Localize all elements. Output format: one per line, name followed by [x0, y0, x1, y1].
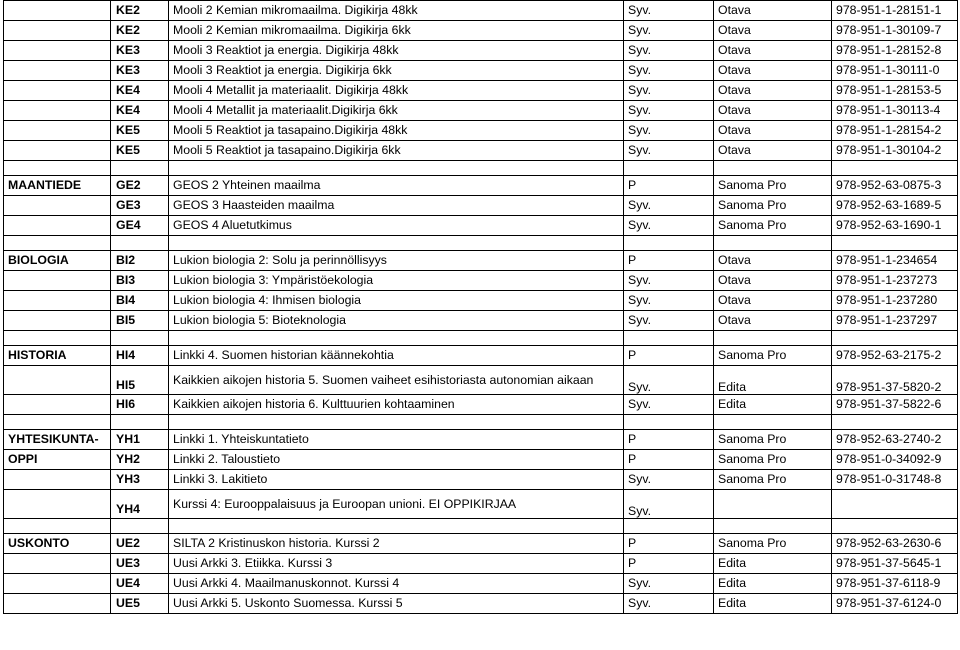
course-code-cell: YH2 — [111, 450, 169, 470]
table-row — [4, 450, 958, 470]
empty-cell — [169, 519, 624, 534]
course-code-cell: HI5 — [111, 366, 169, 395]
status-cell: Syv. — [624, 271, 714, 291]
book-title-cell: GEOS 4 Aluetutkimus — [169, 216, 624, 236]
table-row — [4, 594, 958, 614]
book-title-cell: Linkki 4. Suomen historian käännekohtia — [169, 346, 624, 366]
course-code-cell: BI2 — [111, 251, 169, 271]
publisher-cell: Otava — [714, 141, 832, 161]
course-code-cell: BI5 — [111, 311, 169, 331]
course-code-cell: UE4 — [111, 574, 169, 594]
status-cell: P — [624, 176, 714, 196]
table-row — [4, 141, 958, 161]
isbn-cell: 978-951-1-28153-5 — [832, 81, 958, 101]
publisher-cell: Otava — [714, 21, 832, 41]
publisher-cell: Edita — [714, 594, 832, 614]
publisher-cell: Otava — [714, 291, 832, 311]
table-row — [4, 366, 958, 395]
status-cell: Syv. — [624, 81, 714, 101]
publisher-cell: Otava — [714, 1, 832, 21]
subject-cell — [4, 311, 111, 331]
status-cell: Syv. — [624, 574, 714, 594]
publisher-cell: Otava — [714, 101, 832, 121]
empty-cell — [169, 236, 624, 251]
table-row — [4, 395, 958, 415]
course-code-cell: KE4 — [111, 101, 169, 121]
course-code-cell: BI4 — [111, 291, 169, 311]
book-title-cell: Lukion biologia 3: Ympäristöekologia — [169, 271, 624, 291]
publisher-cell: Otava — [714, 251, 832, 271]
isbn-cell: 978-951-1-237280 — [832, 291, 958, 311]
subject-cell — [4, 61, 111, 81]
book-title-cell: Kaikkien aikojen historia 5. Suomen vaiheet esihistoriasta autonomian aikaan — [169, 366, 624, 395]
table-row — [4, 1, 958, 21]
empty-cell — [714, 415, 832, 430]
status-cell: P — [624, 450, 714, 470]
empty-cell — [4, 415, 111, 430]
subject-cell: MAANTIEDE — [4, 176, 111, 196]
course-code-cell: YH3 — [111, 470, 169, 490]
publisher-cell: Sanoma Pro — [714, 534, 832, 554]
empty-cell — [4, 236, 111, 251]
course-code-cell: KE2 — [111, 21, 169, 41]
table-row — [4, 21, 958, 41]
publisher-cell: Sanoma Pro — [714, 216, 832, 236]
book-title-cell: Mooli 3 Reaktiot ja energia. Digikirja 48kk — [169, 41, 624, 61]
publisher-cell: Otava — [714, 311, 832, 331]
empty-cell — [832, 519, 958, 534]
subject-cell — [4, 1, 111, 21]
empty-cell — [111, 415, 169, 430]
empty-cell — [111, 331, 169, 346]
subject-cell — [4, 101, 111, 121]
subject-cell — [4, 216, 111, 236]
empty-cell — [832, 331, 958, 346]
empty-cell — [832, 415, 958, 430]
subject-cell: USKONTO — [4, 534, 111, 554]
subject-cell — [4, 21, 111, 41]
table-row — [4, 216, 958, 236]
isbn-cell: 978-951-37-5645-1 — [832, 554, 958, 574]
book-title-cell: Kaikkien aikojen historia 6. Kulttuurien kohtaaminen — [169, 395, 624, 415]
status-cell: P — [624, 430, 714, 450]
subject-cell — [4, 291, 111, 311]
status-cell: Syv. — [624, 366, 714, 395]
empty-cell — [714, 161, 832, 176]
publisher-cell: Otava — [714, 81, 832, 101]
status-cell: Syv. — [624, 21, 714, 41]
status-cell: Syv. — [624, 395, 714, 415]
subject-cell: OPPI — [4, 450, 111, 470]
empty-cell — [111, 519, 169, 534]
subject-cell — [4, 395, 111, 415]
table-row — [4, 534, 958, 554]
table-row — [4, 121, 958, 141]
course-code-cell: KE5 — [111, 141, 169, 161]
subject-cell: HISTORIA — [4, 346, 111, 366]
book-title-cell: Mooli 4 Metallit ja materiaalit.Digikirja 6kk — [169, 101, 624, 121]
empty-cell — [169, 415, 624, 430]
spacer-row — [4, 331, 958, 346]
publisher-cell: Otava — [714, 61, 832, 81]
table-row — [4, 470, 958, 490]
table-row — [4, 81, 958, 101]
status-cell: P — [624, 554, 714, 574]
table-row — [4, 101, 958, 121]
table-row — [4, 271, 958, 291]
table-row — [4, 430, 958, 450]
empty-cell — [832, 236, 958, 251]
empty-cell — [624, 161, 714, 176]
publisher-cell: Sanoma Pro — [714, 450, 832, 470]
empty-cell — [832, 161, 958, 176]
isbn-cell: 978-951-0-34092-9 — [832, 450, 958, 470]
course-code-cell: YH4 — [111, 490, 169, 519]
book-title-cell: Mooli 2 Kemian mikromaailma. Digikirja 48kk — [169, 1, 624, 21]
empty-cell — [624, 415, 714, 430]
empty-cell — [624, 331, 714, 346]
table-row — [4, 346, 958, 366]
subject-cell: BIOLOGIA — [4, 251, 111, 271]
subject-cell — [4, 81, 111, 101]
empty-cell — [714, 519, 832, 534]
isbn-cell: 978-951-1-237297 — [832, 311, 958, 331]
course-code-cell: HI4 — [111, 346, 169, 366]
isbn-cell: 978-951-37-5822-6 — [832, 395, 958, 415]
subject-cell — [4, 490, 111, 519]
table-row — [4, 41, 958, 61]
subject-cell — [4, 141, 111, 161]
book-title-cell: SILTA 2 Kristinuskon historia. Kurssi 2 — [169, 534, 624, 554]
book-title-cell: GEOS 2 Yhteinen maailma — [169, 176, 624, 196]
isbn-cell: 978-951-1-30104-2 — [832, 141, 958, 161]
publisher-cell: Sanoma Pro — [714, 470, 832, 490]
course-code-cell: GE3 — [111, 196, 169, 216]
course-code-cell: KE2 — [111, 1, 169, 21]
subject-cell — [4, 366, 111, 395]
table-row — [4, 490, 958, 519]
book-title-cell: Lukion biologia 5: Bioteknologia — [169, 311, 624, 331]
publisher-cell — [714, 490, 832, 519]
status-cell: P — [624, 251, 714, 271]
course-code-cell: YH1 — [111, 430, 169, 450]
isbn-cell: 978-951-1-234654 — [832, 251, 958, 271]
book-title-cell: Mooli 5 Reaktiot ja tasapaino.Digikirja 48kk — [169, 121, 624, 141]
course-code-cell: GE4 — [111, 216, 169, 236]
textbook-table — [3, 0, 958, 614]
book-title-cell: Mooli 5 Reaktiot ja tasapaino.Digikirja 6kk — [169, 141, 624, 161]
isbn-cell: 978-951-37-6124-0 — [832, 594, 958, 614]
subject-cell — [4, 121, 111, 141]
isbn-cell: 978-952-63-0875-3 — [832, 176, 958, 196]
status-cell: Syv. — [624, 216, 714, 236]
status-cell: Syv. — [624, 101, 714, 121]
isbn-cell: 978-951-0-31748-8 — [832, 470, 958, 490]
course-code-cell: UE2 — [111, 534, 169, 554]
subject-cell: YHTESIKUNTA- — [4, 430, 111, 450]
publisher-cell: Sanoma Pro — [714, 196, 832, 216]
publisher-cell: Edita — [714, 554, 832, 574]
empty-cell — [4, 161, 111, 176]
book-title-cell: Uusi Arkki 5. Uskonto Suomessa. Kurssi 5 — [169, 594, 624, 614]
course-code-cell: UE5 — [111, 594, 169, 614]
empty-cell — [4, 519, 111, 534]
status-cell: Syv. — [624, 141, 714, 161]
book-title-cell: Kurssi 4: Eurooppalaisuus ja Euroopan unioni. EI OPPIKIRJAA — [169, 490, 624, 519]
table-row — [4, 291, 958, 311]
status-cell: Syv. — [624, 490, 714, 519]
book-title-cell: Lukion biologia 4: Ihmisen biologia — [169, 291, 624, 311]
textbook-table-body — [4, 1, 958, 614]
status-cell: Syv. — [624, 291, 714, 311]
course-code-cell: BI3 — [111, 271, 169, 291]
empty-cell — [624, 519, 714, 534]
book-title-cell: Mooli 2 Kemian mikromaailma. Digikirja 6kk — [169, 21, 624, 41]
status-cell: P — [624, 534, 714, 554]
empty-cell — [714, 331, 832, 346]
status-cell: Syv. — [624, 196, 714, 216]
status-cell: Syv. — [624, 594, 714, 614]
empty-cell — [111, 161, 169, 176]
status-cell: Syv. — [624, 470, 714, 490]
publisher-cell: Edita — [714, 395, 832, 415]
publisher-cell: Sanoma Pro — [714, 176, 832, 196]
empty-cell — [4, 331, 111, 346]
spacer-row — [4, 415, 958, 430]
book-title-cell: Uusi Arkki 4. Maailmanuskonnot. Kurssi 4 — [169, 574, 624, 594]
table-row — [4, 554, 958, 574]
spacer-row — [4, 519, 958, 534]
table-row — [4, 176, 958, 196]
isbn-cell: 978-952-63-1690-1 — [832, 216, 958, 236]
status-cell: Syv. — [624, 41, 714, 61]
publisher-cell: Sanoma Pro — [714, 430, 832, 450]
isbn-cell: 978-951-1-30111-0 — [832, 61, 958, 81]
table-row — [4, 311, 958, 331]
empty-cell — [169, 331, 624, 346]
isbn-cell: 978-952-63-2740-2 — [832, 430, 958, 450]
status-cell: Syv. — [624, 121, 714, 141]
isbn-cell: 978-952-63-2175-2 — [832, 346, 958, 366]
book-title-cell: Linkki 3. Lakitieto — [169, 470, 624, 490]
status-cell: Syv. — [624, 61, 714, 81]
publisher-cell: Otava — [714, 121, 832, 141]
isbn-cell — [832, 490, 958, 519]
subject-cell — [4, 574, 111, 594]
isbn-cell: 978-951-1-28152-8 — [832, 41, 958, 61]
publisher-cell: Otava — [714, 41, 832, 61]
course-code-cell: KE4 — [111, 81, 169, 101]
book-title-cell: Lukion biologia 2: Solu ja perinnöllisyys — [169, 251, 624, 271]
isbn-cell: 978-952-63-1689-5 — [832, 196, 958, 216]
subject-cell — [4, 554, 111, 574]
book-title-cell: Uusi Arkki 3. Etiikka. Kurssi 3 — [169, 554, 624, 574]
course-code-cell: KE3 — [111, 61, 169, 81]
isbn-cell: 978-951-1-30109-7 — [832, 21, 958, 41]
isbn-cell: 978-951-37-6118-9 — [832, 574, 958, 594]
book-title-cell: Linkki 2. Taloustieto — [169, 450, 624, 470]
isbn-cell: 978-951-37-5820-2 — [832, 366, 958, 395]
isbn-cell: 978-951-1-28151-1 — [832, 1, 958, 21]
isbn-cell: 978-951-1-237273 — [832, 271, 958, 291]
spacer-row — [4, 161, 958, 176]
table-row — [4, 61, 958, 81]
subject-cell — [4, 271, 111, 291]
publisher-cell: Edita — [714, 366, 832, 395]
publisher-cell: Edita — [714, 574, 832, 594]
empty-cell — [714, 236, 832, 251]
table-row — [4, 196, 958, 216]
table-row — [4, 574, 958, 594]
status-cell: Syv. — [624, 311, 714, 331]
course-code-cell: KE5 — [111, 121, 169, 141]
table-row — [4, 251, 958, 271]
course-code-cell: KE3 — [111, 41, 169, 61]
empty-cell — [624, 236, 714, 251]
isbn-cell: 978-951-1-30113-4 — [832, 101, 958, 121]
book-title-cell: Mooli 3 Reaktiot ja energia. Digikirja 6kk — [169, 61, 624, 81]
subject-cell — [4, 470, 111, 490]
book-title-cell: GEOS 3 Haasteiden maailma — [169, 196, 624, 216]
subject-cell — [4, 196, 111, 216]
status-cell: P — [624, 346, 714, 366]
course-code-cell: GE2 — [111, 176, 169, 196]
book-title-cell: Linkki 1. Yhteiskuntatieto — [169, 430, 624, 450]
subject-cell — [4, 594, 111, 614]
book-title-cell: Mooli 4 Metallit ja materiaalit. Digikirja 48kk — [169, 81, 624, 101]
empty-cell — [111, 236, 169, 251]
empty-cell — [169, 161, 624, 176]
status-cell: Syv. — [624, 1, 714, 21]
spacer-row — [4, 236, 958, 251]
publisher-cell: Otava — [714, 271, 832, 291]
subject-cell — [4, 41, 111, 61]
course-code-cell: UE3 — [111, 554, 169, 574]
publisher-cell: Sanoma Pro — [714, 346, 832, 366]
isbn-cell: 978-952-63-2630-6 — [832, 534, 958, 554]
course-code-cell: HI6 — [111, 395, 169, 415]
isbn-cell: 978-951-1-28154-2 — [832, 121, 958, 141]
